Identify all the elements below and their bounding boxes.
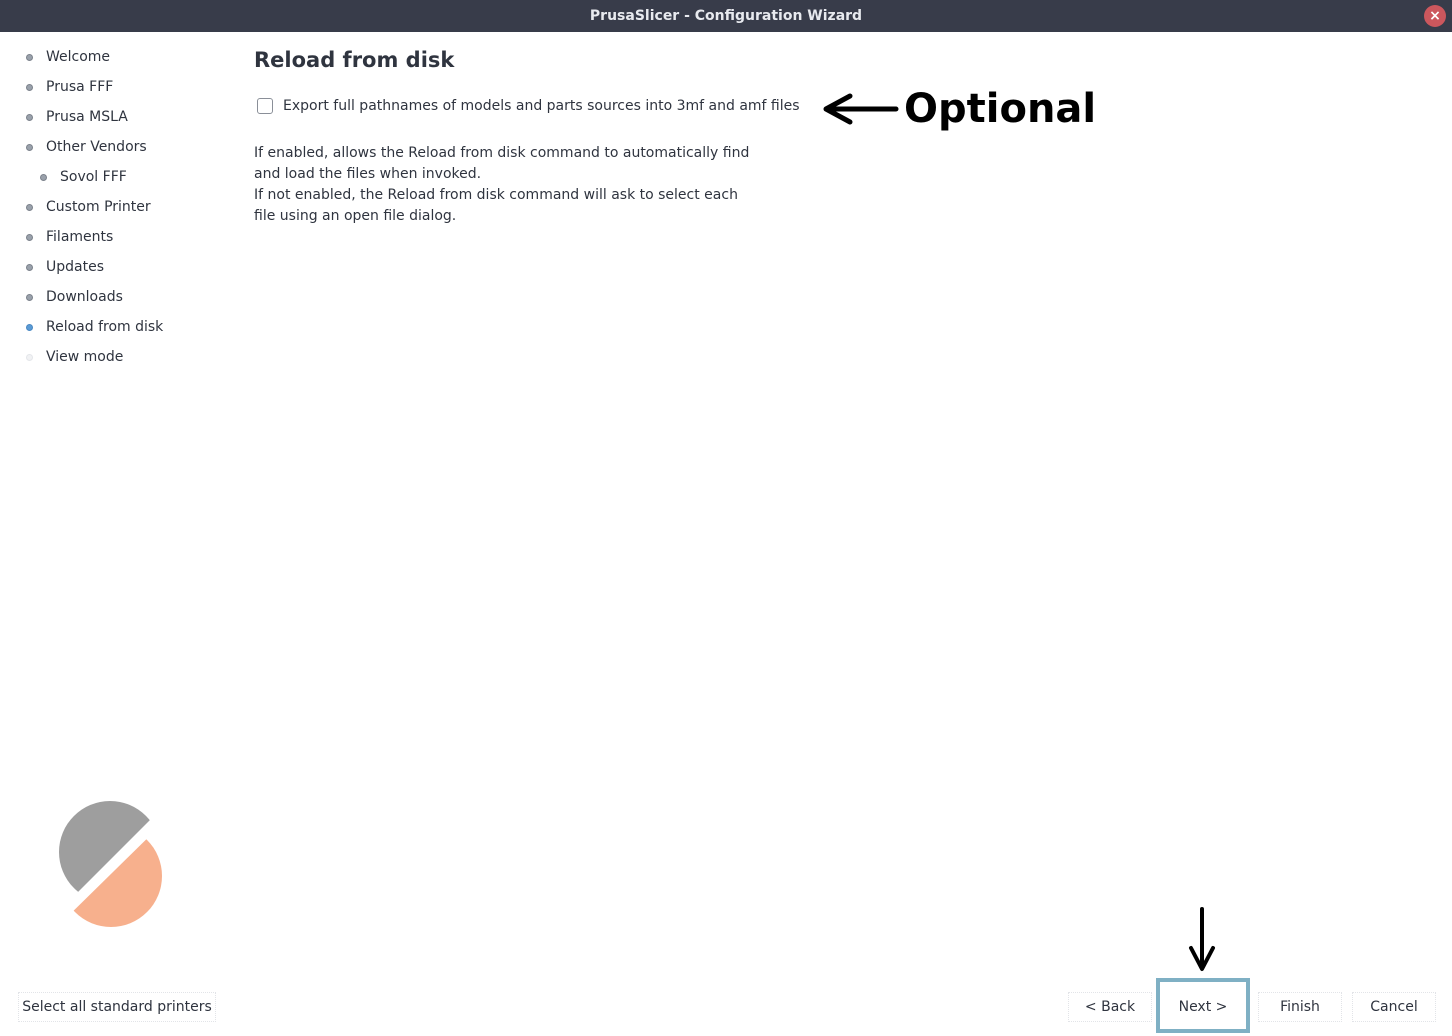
sidebar-item-prusa-fff[interactable] <box>26 72 113 102</box>
back-button[interactable] <box>1068 992 1152 1022</box>
export-pathnames-option[interactable] <box>257 98 800 114</box>
select-all-printers-button[interactable] <box>18 992 216 1022</box>
description-line: If enabled, allows the Reload from disk command to automatically find <box>254 145 750 161</box>
sidebar-item-other-vendors[interactable] <box>26 132 147 162</box>
sidebar-item-label: Filaments <box>46 229 114 245</box>
bullet-icon <box>26 144 33 151</box>
sidebar-item-label: Reload from disk <box>46 319 164 335</box>
bullet-icon <box>26 204 33 211</box>
bullet-icon <box>26 294 33 301</box>
sidebar-item-label: Other Vendors <box>46 139 147 155</box>
sidebar-item-label: Updates <box>46 259 104 275</box>
bullet-icon <box>26 324 33 331</box>
sidebar-item-updates[interactable] <box>26 252 104 282</box>
bullet-icon <box>40 174 47 181</box>
window-titlebar <box>0 0 1452 32</box>
export-pathnames-checkbox[interactable] <box>257 98 273 114</box>
sidebar-item-label: Sovol FFF <box>60 169 127 185</box>
next-label: Next > <box>1178 999 1228 1015</box>
sidebar-item-filaments[interactable] <box>26 222 113 252</box>
close-glyph: × <box>1429 8 1441 24</box>
sidebar-item-view-mode[interactable] <box>26 342 123 372</box>
sidebar-item-label: Downloads <box>46 289 123 305</box>
sidebar-item-reload-from-disk[interactable] <box>26 312 163 342</box>
annotation-optional-label: Optional <box>904 86 1097 132</box>
sidebar-item-custom-printer[interactable] <box>26 192 151 222</box>
bullet-icon <box>26 54 33 61</box>
bullet-icon <box>26 354 33 361</box>
sidebar-item-sovol-fff[interactable] <box>40 162 127 192</box>
sidebar-item-prusa-msla[interactable] <box>26 102 128 132</box>
description-line: If not enabled, the Reload from disk command will ask to select each <box>254 187 738 203</box>
prusaslicer-logo-icon <box>58 794 168 934</box>
bullet-icon <box>26 114 33 121</box>
finish-button[interactable] <box>1258 992 1342 1022</box>
sidebar-item-welcome[interactable] <box>26 42 110 72</box>
bullet-icon <box>26 264 33 271</box>
description-line: file using an open file dialog. <box>254 208 457 224</box>
description-line: and load the files when invoked. <box>254 166 482 182</box>
bullet-icon <box>26 234 33 241</box>
back-label: < Back <box>1084 999 1136 1015</box>
bullet-icon <box>26 84 33 91</box>
export-pathnames-label[interactable]: Export full pathnames of models and parts sources into 3mf and amf files <box>283 98 800 114</box>
window-title: PrusaSlicer - Configuration Wizard <box>589 8 863 24</box>
cancel-button[interactable] <box>1352 992 1436 1022</box>
cancel-label: Cancel <box>1370 999 1418 1015</box>
close-icon[interactable] <box>1424 5 1446 27</box>
sidebar-item-label: Welcome <box>46 49 111 65</box>
page-title: Reload from disk <box>254 48 455 72</box>
sidebar-item-label: View mode <box>46 349 124 365</box>
next-highlight-box <box>1156 978 1250 1033</box>
sidebar-item-label: Prusa MSLA <box>46 109 128 125</box>
finish-label: Finish <box>1280 999 1320 1015</box>
sidebar-item-label: Custom Printer <box>46 199 151 215</box>
annotation-arrow-down-icon <box>1188 906 1216 974</box>
select-all-printers-label: Select all standard printers <box>22 999 212 1015</box>
sidebar-item-downloads[interactable] <box>26 282 123 312</box>
page-description <box>254 143 749 227</box>
annotation-arrow-left-icon <box>820 92 900 126</box>
sidebar-item-label: Prusa FFF <box>46 79 114 95</box>
